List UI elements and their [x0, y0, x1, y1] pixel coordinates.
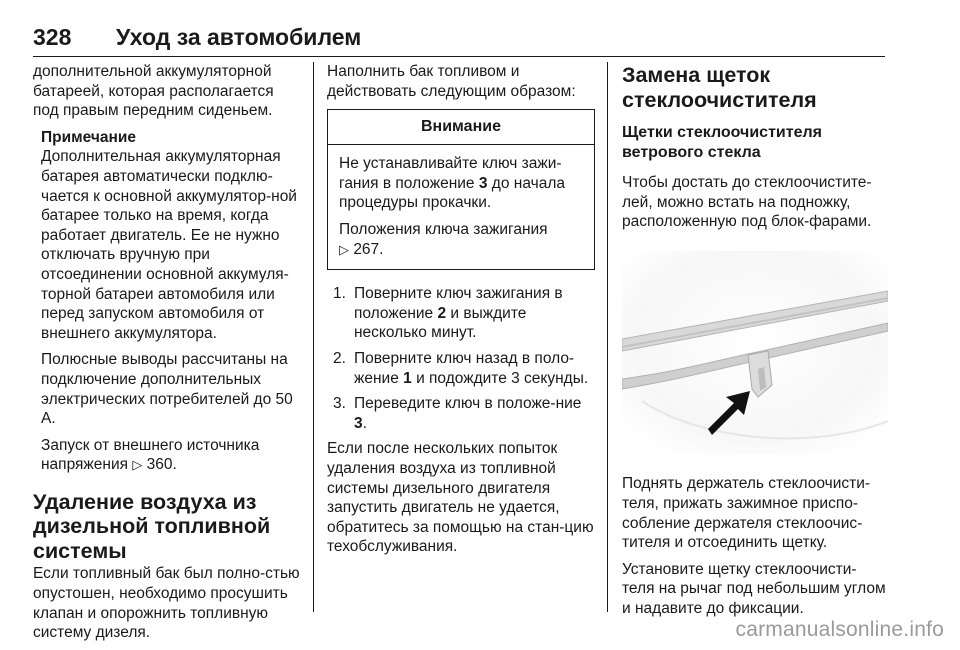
body-paragraph: Чтобы достать до стеклоочистите-лей, можно встать на подножку, расположенную под блок-фарами.	[622, 174, 872, 231]
note-block	[33, 128, 303, 476]
page-reference-link[interactable]: 360.	[146, 456, 177, 474]
section-heading: Замена щеток стеклоочистителя	[622, 63, 817, 112]
column-divider	[607, 62, 608, 612]
warning-body	[328, 145, 594, 269]
intro-paragraph: Наполнить бак топливом и действовать следующим образом:	[327, 63, 576, 100]
page-header	[33, 20, 885, 57]
key-position: 3	[478, 174, 488, 192]
section-heading: Удаление воздуха из дизельной топливной системы	[33, 489, 271, 563]
step-number: 3.	[333, 395, 346, 413]
reference-text: Запуск от внешнего источника напряжения	[41, 436, 260, 474]
steps-list	[327, 284, 595, 433]
step-text: Поверните ключ зажигания в положение	[354, 285, 563, 322]
key-position: 2	[437, 304, 447, 322]
note-paragraph	[41, 436, 303, 476]
watermark: carmanualsonline.info	[735, 618, 944, 641]
intro-paragraph: дополнительной аккумуляторной батареей, которая располагается под правым передним сиденьем.	[33, 63, 274, 120]
step-number: 1.	[333, 285, 346, 303]
step-text: .	[362, 414, 367, 432]
step-text: Переведите ключ в положе-ние	[354, 395, 582, 413]
chapter-title: Уход за автомобилем	[116, 24, 362, 50]
warning-paragraph	[339, 220, 584, 260]
warning-title: Внимание	[328, 110, 594, 145]
column-middle	[327, 62, 595, 564]
column-divider	[313, 62, 314, 612]
body-paragraph: Если топливный бак был полно-стью опустошен, необходимо просушить клапан и опорожнить топливную систему дизеля.	[33, 565, 300, 642]
step-text: и подождите 3 секунды.	[411, 369, 589, 387]
subsection-heading: Щетки стеклоочистителя ветрового стекла	[622, 124, 822, 161]
step-text: Поверните ключ назад в поло-жение	[354, 349, 575, 387]
note-title: Примечание	[41, 128, 136, 146]
triangle-right-icon: ▷	[339, 242, 349, 258]
body-paragraph: Если после нескольких попыток удаления воздуха из топливной системы дизельного двигателя запустить двигатель не удается, обратитесь за помощью на стан-цию техобслуживания.	[327, 440, 594, 556]
reference-text: Положения ключа зажигания	[339, 220, 548, 238]
warning-text: до начала процедуры прокачки.	[339, 174, 565, 212]
key-position: 1	[403, 369, 412, 387]
column-left	[33, 62, 303, 650]
triangle-right-icon: ▷	[132, 458, 143, 474]
step-text: и выждите несколько минут.	[354, 304, 527, 342]
list-item	[327, 284, 595, 343]
column-right	[622, 62, 888, 626]
warning-paragraph	[339, 154, 584, 213]
body-paragraph: Установите щетку стеклоочисти-теля на рычаг под небольшим углом и надавите до фиксации.	[622, 560, 886, 617]
list-item	[327, 394, 595, 433]
page-number: 328	[33, 24, 72, 50]
list-item	[327, 349, 595, 388]
step-number: 2.	[333, 349, 346, 367]
warning-text: Не устанавливайте ключ зажи-гания в положение	[339, 155, 562, 192]
page-reference-link[interactable]: 267.	[353, 240, 384, 258]
warning-box	[327, 109, 595, 270]
body-paragraph: Поднять держатель стеклоочисти-теля, прижать зажимное приспо-собление держателя стеклоочис-тителя и отсоединить щетку.	[622, 475, 871, 552]
note-paragraph: Полюсные выводы рассчитаны на подключение дополнительных электрических потребителей до 50 А.	[41, 351, 293, 428]
note-paragraph: Дополнительная аккумуляторная батарея автоматически подклю-чается к основной аккумулятор-ной батарее только на время, когда работает двигатель. Ее не нужно отключать вручную при отсоединении основной аккумуля-торной батареи автомобиля или перед запуском автомобиля от внешнего аккумулятора.	[41, 148, 297, 342]
key-position: 3	[354, 414, 363, 432]
wiper-illustration	[622, 251, 888, 455]
